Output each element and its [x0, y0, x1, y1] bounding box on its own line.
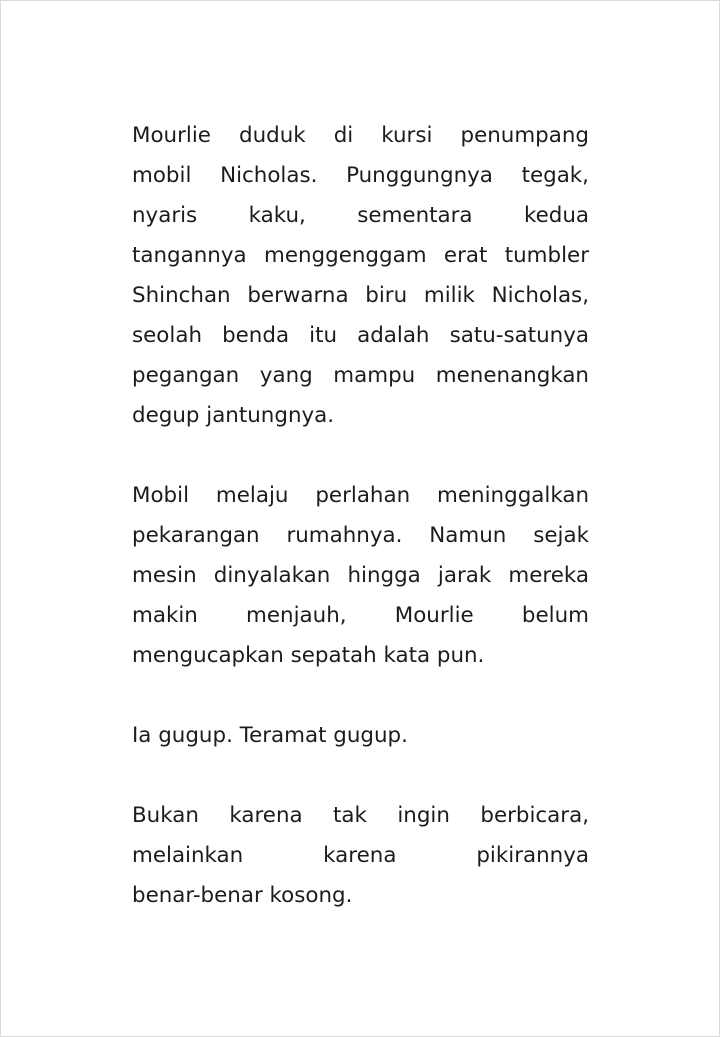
paragraph-line: seolah benda itu adalah satu-satunya: [132, 323, 589, 348]
paragraph-line: mobil Nicholas. Punggungnya tegak,: [132, 163, 589, 188]
paragraph-1: [132, 116, 589, 436]
paragraph-gap: [132, 756, 589, 796]
paragraph-line: Bukan karena tak ingin berbicara,: [132, 803, 589, 828]
paragraph-2: [132, 476, 589, 676]
paragraph-line: degup jantungnya.: [132, 403, 335, 428]
paragraph-line: makin menjauh, Mourlie belum: [132, 603, 589, 628]
paragraph-gap: [132, 676, 589, 716]
paragraph-3: [132, 716, 589, 756]
paragraph-line: pekarangan rumahnya. Namun sejak: [132, 523, 589, 548]
paragraph-line: pegangan yang mampu menenangkan: [132, 363, 589, 388]
paragraph-4: [132, 796, 589, 916]
paragraph-line: benar-benar kosong.: [132, 883, 353, 908]
paragraph-gap: [132, 436, 589, 476]
paragraph-line: Shinchan berwarna biru milik Nicholas,: [132, 283, 589, 308]
story-text: [132, 116, 589, 916]
paragraph-line: tangannya menggenggam erat tumbler: [132, 243, 589, 268]
paragraph-line: Mourlie duduk di kursi penumpang: [132, 123, 589, 148]
paragraph-line: mengucapkan sepatah kata pun.: [132, 643, 485, 668]
paragraph-line: melainkan karena pikirannya: [132, 843, 589, 868]
paragraph-line: Ia gugup. Teramat gugup.: [132, 723, 408, 748]
paragraph-line: Mobil melaju perlahan meninggalkan: [132, 483, 589, 508]
paragraph-line: mesin dinyalakan hingga jarak mereka: [132, 563, 589, 588]
paragraph-line: nyaris kaku, sementara kedua: [132, 203, 589, 228]
